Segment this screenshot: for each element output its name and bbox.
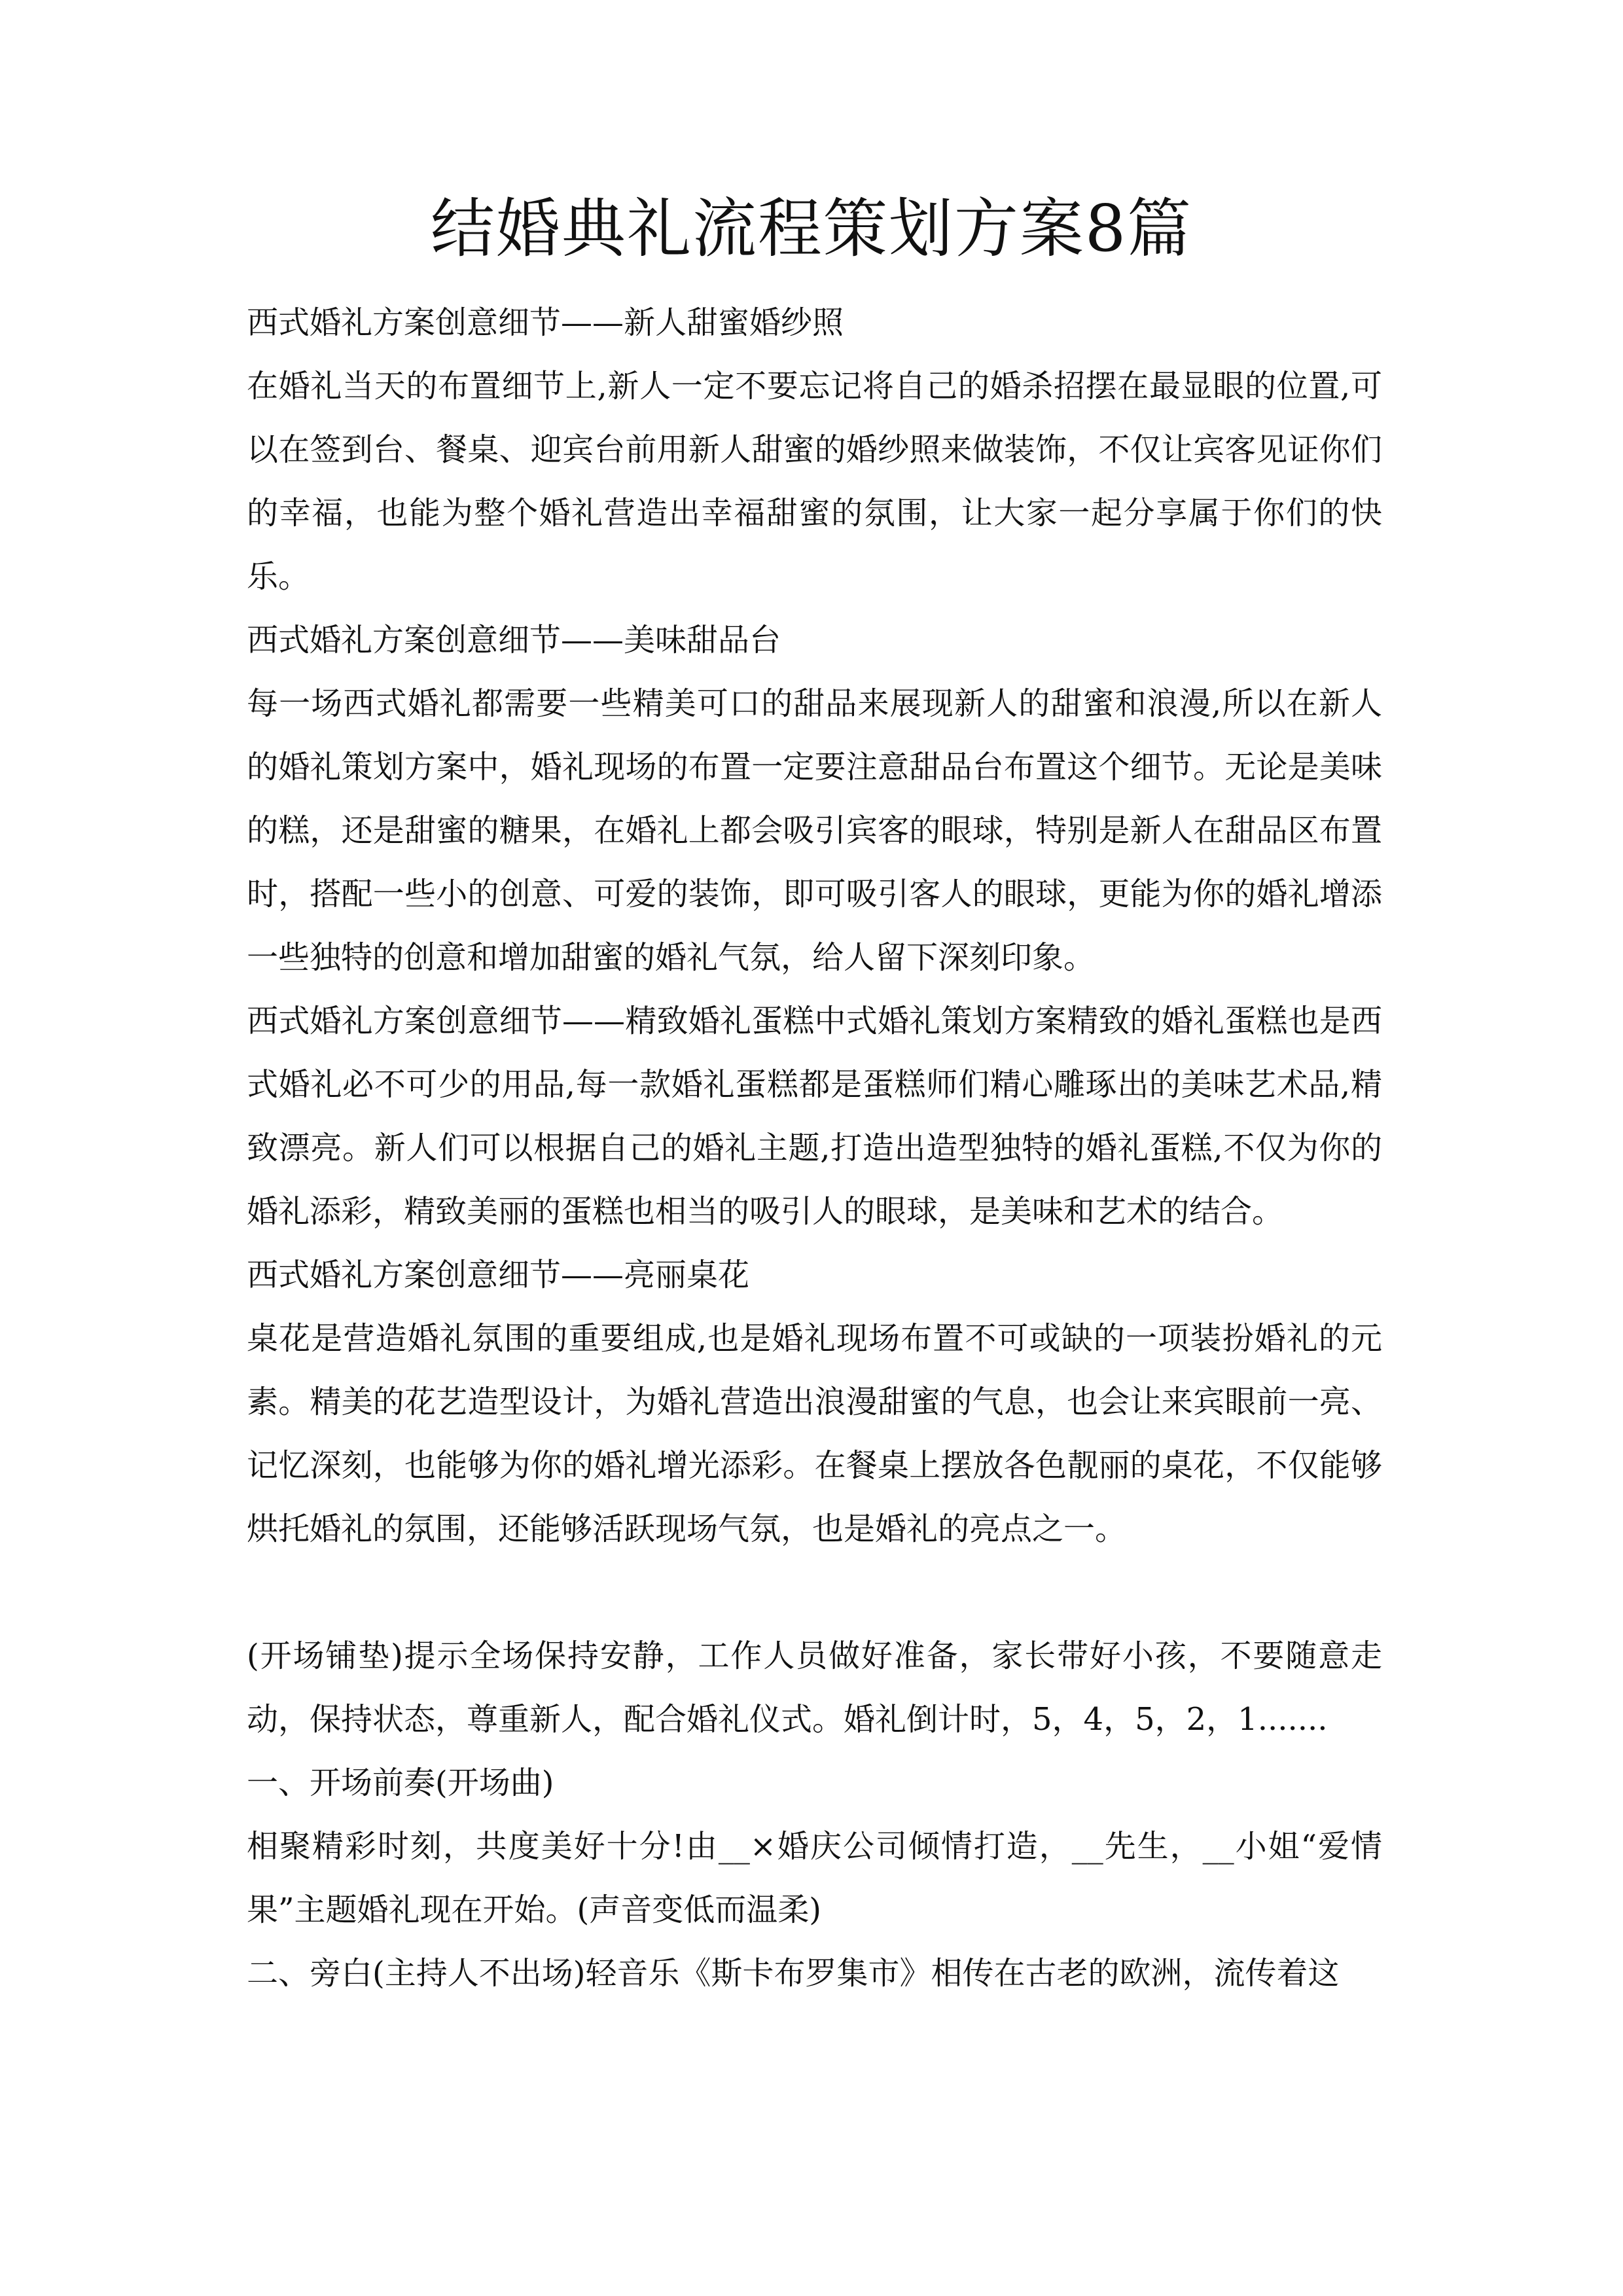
paragraph-wedding-cake: 西式婚礼方案创意细节——精致婚礼蛋糕中式婚礼策划方案精致的婚礼蛋糕也是西式婚礼必不可少的用品,每一款婚礼蛋糕都是蛋糕师们精心雕琢出的美味艺术品,精致漂亮。新人们可以根据自己的婚礼主题,打造出造型独特的婚礼蛋糕,不仅为你的婚礼添彩，精致美丽的蛋糕也相当的吸引人的眼球，是美味和艺术的结合。 bbox=[247, 1003, 1382, 1230]
paragraph-spacer bbox=[247, 1561, 1382, 1624]
paragraph-opening-announcement: 相聚精彩时刻，共度美好十分!由__×婚庆公司倾情打造，__先生，__小姐“爱情果”主题婚礼现在开始。(声音变低而温柔) bbox=[247, 1828, 1382, 1928]
paragraph-opening-prompt: (开场铺垫)提示全场保持安静，工作人员做好准备，家长带好小孩，不要随意走动，保持状态，尊重新人，配合婚礼仪式。婚礼倒计时，5，4，5，2，1....... bbox=[247, 1638, 1382, 1738]
paragraph-wedding-photos: 在婚礼当天的布置细节上,新人一定不要忘记将自己的婚杀招摆在最显眼的位置,可以在签到台、餐桌、迎宾台前用新人甜蜜的婚纱照来做装饰，不仅让宾客见证你们的幸福，也能为整个婚礼营造出幸福甜蜜的氛围，让大家一起分享属于你们的快乐。 bbox=[247, 368, 1382, 595]
paragraph-table-flowers: 桌花是营造婚礼氛围的重要组成,也是婚礼现场布置不可或缺的一项装扮婚礼的元素。精美的花艺造型设计，为婚礼营造出浪漫甜蜜的气息，也会让来宾眼前一亮、记忆深刻，也能够为你的婚礼增光添彩。在餐桌上摆放各色靓丽的桌花，不仅能够烘托婚礼的氛围，还能够活跃现场气氛，也是婚礼的亮点之一。 bbox=[247, 1320, 1382, 1547]
document-title: 结婚典礼流程策划方案8篇 bbox=[430, 192, 1193, 266]
section-heading-narration: 二、旁白(主持人不出场)轻音乐《斯卡布罗集市》相传在古老的欧洲，流传着这 bbox=[247, 1955, 1340, 1992]
section-heading-table-flowers: 西式婚礼方案创意细节——亮丽桌花 bbox=[247, 1257, 750, 1293]
section-heading-dessert-table: 西式婚礼方案创意细节——美味甜品台 bbox=[247, 622, 781, 658]
section-heading-wedding-photos: 西式婚礼方案创意细节——新人甜蜜婚纱照 bbox=[247, 304, 844, 341]
document-body bbox=[247, 291, 1382, 2005]
paragraph-dessert-table: 每一场西式婚礼都需要一些精美可口的甜品来展现新人的甜蜜和浪漫,所以在新人的婚礼策划方案中，婚礼现场的布置一定要注意甜品台布置这个细节。无论是美味的糕，还是甜蜜的糖果，在婚礼上都会吸引宾客的眼球，特别是新人在甜品区布置时，搭配一些小的创意、可爱的装饰，即可吸引客人的眼球，更能为你的婚礼增添一些独特的创意和增加甜蜜的婚礼气氛，给人留下深刻印象。 bbox=[247, 685, 1382, 976]
section-heading-prelude: 一、开场前奏(开场曲) bbox=[247, 1765, 554, 1801]
